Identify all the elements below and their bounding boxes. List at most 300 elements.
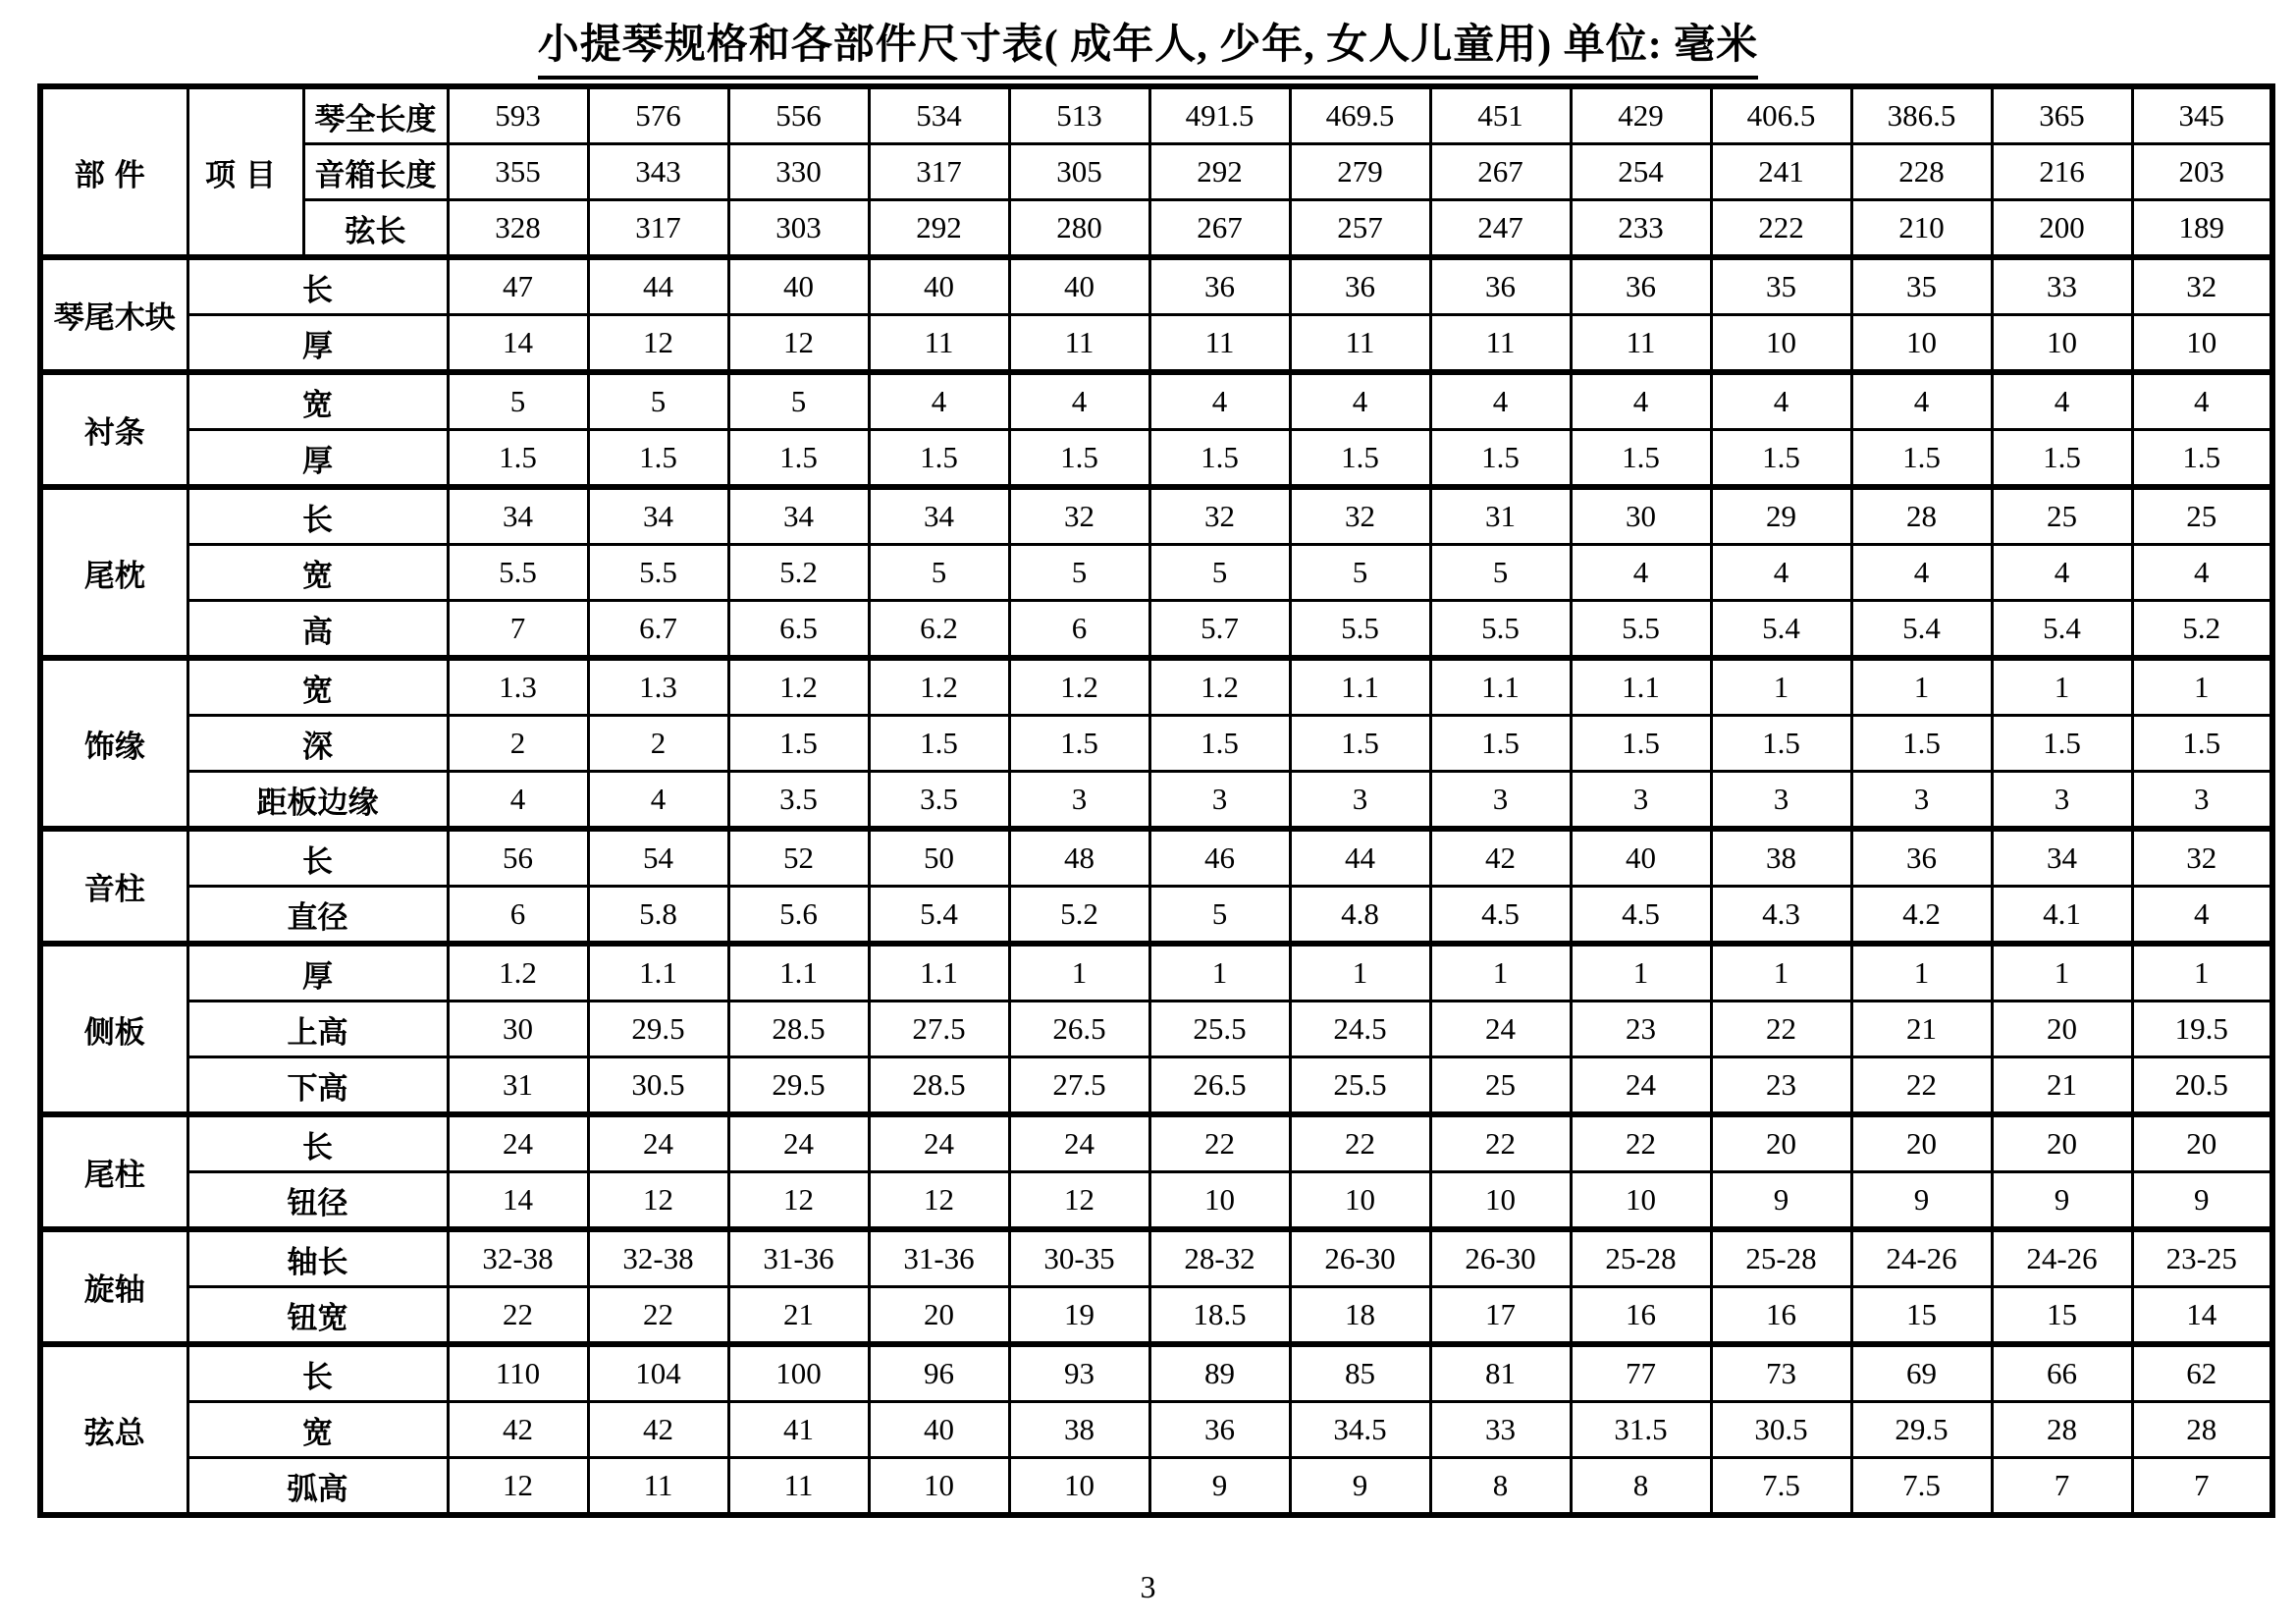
value-cell: 9: [1290, 1458, 1430, 1516]
value-cell: 38: [1009, 1402, 1149, 1458]
row-label-cell: 宽: [187, 658, 448, 716]
value-cell: 15: [1851, 1287, 1992, 1345]
value-cell: 32: [2132, 257, 2272, 315]
value-cell: 279: [1290, 144, 1430, 200]
value-cell: 35: [1851, 257, 1992, 315]
value-cell: 10: [869, 1458, 1009, 1516]
value-cell: 22: [1430, 1114, 1571, 1172]
page-title: 小提琴规格和各部件尺寸表( 成年人, 少年, 女人儿童用) 单位: 毫米: [538, 12, 1758, 80]
value-cell: 30: [1571, 487, 1711, 545]
value-cell: 32: [2132, 829, 2272, 887]
value-cell: 40: [728, 257, 869, 315]
value-cell: 47: [448, 257, 588, 315]
value-cell: 9: [2132, 1172, 2272, 1230]
value-cell: 30: [448, 1001, 588, 1057]
value-cell: 5: [1430, 545, 1571, 601]
value-cell: 469.5: [1290, 86, 1430, 144]
value-cell: 42: [588, 1402, 728, 1458]
value-cell: 4: [2132, 372, 2272, 430]
value-cell: 22: [588, 1287, 728, 1345]
value-cell: 20: [1711, 1114, 1851, 1172]
header-row-label: 琴全长度: [303, 86, 448, 144]
value-cell: 25.5: [1290, 1057, 1430, 1115]
value-cell: 247: [1430, 200, 1571, 258]
value-cell: 32: [1290, 487, 1430, 545]
value-cell: 1: [1711, 944, 1851, 1001]
value-cell: 1.5: [1290, 430, 1430, 488]
value-cell: 534: [869, 86, 1009, 144]
value-cell: 34: [448, 487, 588, 545]
value-cell: 8: [1430, 1458, 1571, 1516]
value-cell: 3: [2132, 772, 2272, 830]
row-label-cell: 长: [187, 829, 448, 887]
value-cell: 1.1: [1430, 658, 1571, 716]
value-cell: 303: [728, 200, 869, 258]
value-cell: 4: [1992, 545, 2132, 601]
value-cell: 5.4: [869, 887, 1009, 945]
value-cell: 32-38: [448, 1229, 588, 1287]
part-name-cell: 尾枕: [40, 487, 187, 658]
value-cell: 29.5: [588, 1001, 728, 1057]
value-cell: 15: [1992, 1287, 2132, 1345]
value-cell: 10: [1711, 315, 1851, 373]
value-cell: 1.2: [728, 658, 869, 716]
value-cell: 26-30: [1290, 1229, 1430, 1287]
value-cell: 6: [448, 887, 588, 945]
value-cell: 4: [1992, 372, 2132, 430]
value-cell: 241: [1711, 144, 1851, 200]
value-cell: 25.5: [1149, 1001, 1290, 1057]
row-label-cell: 厚: [187, 430, 448, 488]
value-cell: 5.5: [448, 545, 588, 601]
value-cell: 36: [1430, 257, 1571, 315]
value-cell: 1.5: [1430, 716, 1571, 772]
value-cell: 3: [1149, 772, 1290, 830]
value-cell: 14: [448, 315, 588, 373]
table-row: [40, 315, 2272, 373]
value-cell: 31-36: [869, 1229, 1009, 1287]
value-cell: 355: [448, 144, 588, 200]
part-name-cell: 琴尾木块: [40, 257, 187, 372]
value-cell: 36: [1851, 829, 1992, 887]
value-cell: 4.5: [1571, 887, 1711, 945]
value-cell: 77: [1571, 1344, 1711, 1402]
value-cell: 1.5: [728, 716, 869, 772]
value-cell: 1: [1711, 658, 1851, 716]
value-cell: 5.6: [728, 887, 869, 945]
value-cell: 4: [1571, 372, 1711, 430]
value-cell: 267: [1149, 200, 1290, 258]
value-cell: 1.2: [1149, 658, 1290, 716]
value-cell: 1.3: [588, 658, 728, 716]
part-name-cell: 侧板: [40, 944, 187, 1114]
row-label-cell: 宽: [187, 545, 448, 601]
header-row: [40, 144, 2272, 200]
value-cell: 345: [2132, 86, 2272, 144]
value-cell: 1.5: [1711, 716, 1851, 772]
value-cell: 20.5: [2132, 1057, 2272, 1115]
value-cell: 31: [1430, 487, 1571, 545]
value-cell: 5: [869, 545, 1009, 601]
value-cell: 1.2: [869, 658, 1009, 716]
value-cell: 34: [1992, 829, 2132, 887]
value-cell: 3: [1992, 772, 2132, 830]
value-cell: 1: [1290, 944, 1430, 1001]
page-number: 3: [1140, 1569, 1156, 1604]
row-label-cell: 厚: [187, 944, 448, 1001]
value-cell: 1.5: [2132, 716, 2272, 772]
row-label-cell: 长: [187, 1344, 448, 1402]
value-cell: 28.5: [728, 1001, 869, 1057]
value-cell: 96: [869, 1344, 1009, 1402]
value-cell: 3: [1571, 772, 1711, 830]
value-cell: 7: [1992, 1458, 2132, 1516]
value-cell: 4.3: [1711, 887, 1851, 945]
value-cell: 222: [1711, 200, 1851, 258]
part-name-cell: 饰缘: [40, 658, 187, 829]
value-cell: 11: [1009, 315, 1149, 373]
value-cell: 18: [1290, 1287, 1430, 1345]
value-cell: 1.1: [869, 944, 1009, 1001]
value-cell: 4: [448, 772, 588, 830]
value-cell: 1.2: [448, 944, 588, 1001]
value-cell: 1.5: [869, 716, 1009, 772]
value-cell: 22: [1571, 1114, 1711, 1172]
value-cell: 1.5: [1571, 716, 1711, 772]
value-cell: 31: [448, 1057, 588, 1115]
value-cell: 5: [1290, 545, 1430, 601]
value-cell: 34: [869, 487, 1009, 545]
value-cell: 42: [1430, 829, 1571, 887]
value-cell: 22: [448, 1287, 588, 1345]
value-cell: 21: [1851, 1001, 1992, 1057]
row-label-cell: 上高: [187, 1001, 448, 1057]
value-cell: 62: [2132, 1344, 2272, 1402]
value-cell: 1.5: [1149, 430, 1290, 488]
value-cell: 50: [869, 829, 1009, 887]
value-cell: 1: [1992, 944, 2132, 1001]
value-cell: 9: [1992, 1172, 2132, 1230]
value-cell: 11: [1149, 315, 1290, 373]
value-cell: 2: [448, 716, 588, 772]
value-cell: 7.5: [1711, 1458, 1851, 1516]
value-cell: 28: [2132, 1402, 2272, 1458]
table-row: [40, 1287, 2272, 1345]
value-cell: 56: [448, 829, 588, 887]
value-cell: 4: [1290, 372, 1430, 430]
value-cell: 1.5: [1711, 430, 1851, 488]
row-label-cell: 高: [187, 601, 448, 659]
table-row: [40, 545, 2272, 601]
value-cell: 1.5: [1992, 716, 2132, 772]
value-cell: 20: [869, 1287, 1009, 1345]
value-cell: 1.5: [448, 430, 588, 488]
table-row: [40, 887, 2272, 945]
value-cell: 1.5: [1149, 716, 1290, 772]
value-cell: 24: [1009, 1114, 1149, 1172]
value-cell: 10: [1290, 1172, 1430, 1230]
value-cell: 4: [1149, 372, 1290, 430]
value-cell: 11: [588, 1458, 728, 1516]
value-cell: 22: [1290, 1114, 1430, 1172]
row-label-cell: 轴长: [187, 1229, 448, 1287]
table-row: [40, 1057, 2272, 1115]
value-cell: 1.1: [1290, 658, 1430, 716]
part-name-cell: 尾柱: [40, 1114, 187, 1229]
value-cell: 4: [1851, 372, 1992, 430]
table-row: [40, 829, 2272, 887]
value-cell: 1.3: [448, 658, 588, 716]
value-cell: 5.5: [1571, 601, 1711, 659]
value-cell: 5.4: [1851, 601, 1992, 659]
value-cell: 36: [1149, 257, 1290, 315]
value-cell: 25-28: [1711, 1229, 1851, 1287]
value-cell: 1.2: [1009, 658, 1149, 716]
value-cell: 14: [2132, 1287, 2272, 1345]
table-row: [40, 658, 2272, 716]
value-cell: 406.5: [1711, 86, 1851, 144]
value-cell: 24: [728, 1114, 869, 1172]
value-cell: 2: [588, 716, 728, 772]
value-cell: 40: [869, 257, 1009, 315]
value-cell: 5.5: [1290, 601, 1430, 659]
value-cell: 40: [869, 1402, 1009, 1458]
value-cell: 5: [1149, 887, 1290, 945]
value-cell: 4.8: [1290, 887, 1430, 945]
value-cell: 317: [588, 200, 728, 258]
value-cell: 33: [1992, 257, 2132, 315]
value-cell: 11: [1290, 315, 1430, 373]
value-cell: 11: [728, 1458, 869, 1516]
value-cell: 5.2: [2132, 601, 2272, 659]
value-cell: 6.7: [588, 601, 728, 659]
value-cell: 48: [1009, 829, 1149, 887]
value-cell: 593: [448, 86, 588, 144]
value-cell: 3: [1430, 772, 1571, 830]
value-cell: 12: [448, 1458, 588, 1516]
value-cell: 254: [1571, 144, 1711, 200]
value-cell: 21: [728, 1287, 869, 1345]
value-cell: 328: [448, 200, 588, 258]
corner-parts-label: 部件: [40, 86, 187, 257]
value-cell: 210: [1851, 200, 1992, 258]
value-cell: 5.5: [1430, 601, 1571, 659]
value-cell: 5.8: [588, 887, 728, 945]
value-cell: 1.5: [728, 430, 869, 488]
row-label-cell: 宽: [187, 372, 448, 430]
value-cell: 26.5: [1149, 1057, 1290, 1115]
value-cell: 30.5: [1711, 1402, 1851, 1458]
table-row: [40, 716, 2272, 772]
table-row: [40, 1172, 2272, 1230]
value-cell: 36: [1290, 257, 1430, 315]
value-cell: 18.5: [1149, 1287, 1290, 1345]
header-row-label: 弦长: [303, 200, 448, 258]
value-cell: 3: [1711, 772, 1851, 830]
row-label-cell: 钮宽: [187, 1287, 448, 1345]
value-cell: 22: [1851, 1057, 1992, 1115]
value-cell: 44: [588, 257, 728, 315]
value-cell: 16: [1711, 1287, 1851, 1345]
value-cell: 12: [728, 315, 869, 373]
table-row: [40, 372, 2272, 430]
value-cell: 4: [869, 372, 1009, 430]
value-cell: 1: [1009, 944, 1149, 1001]
value-cell: 19.5: [2132, 1001, 2272, 1057]
value-cell: 31.5: [1571, 1402, 1711, 1458]
value-cell: 23-25: [2132, 1229, 2272, 1287]
value-cell: 24: [869, 1114, 1009, 1172]
value-cell: 32: [1149, 487, 1290, 545]
value-cell: 27.5: [1009, 1057, 1149, 1115]
violin-spec-table: [37, 83, 2275, 1518]
value-cell: 35: [1711, 257, 1851, 315]
row-label-cell: 长: [187, 487, 448, 545]
value-cell: 26.5: [1009, 1001, 1149, 1057]
value-cell: 46: [1149, 829, 1290, 887]
value-cell: 10: [1009, 1458, 1149, 1516]
table-row: [40, 601, 2272, 659]
part-name-cell: 弦总: [40, 1344, 187, 1515]
value-cell: 5: [1149, 545, 1290, 601]
value-cell: 491.5: [1149, 86, 1290, 144]
value-cell: 1: [1851, 658, 1992, 716]
value-cell: 25: [1430, 1057, 1571, 1115]
value-cell: 1: [1851, 944, 1992, 1001]
value-cell: 1: [2132, 944, 2272, 1001]
value-cell: 40: [1009, 257, 1149, 315]
value-cell: 10: [1992, 315, 2132, 373]
value-cell: 7: [2132, 1458, 2272, 1516]
table-row: [40, 487, 2272, 545]
value-cell: 36: [1571, 257, 1711, 315]
value-cell: 1.5: [1009, 430, 1149, 488]
row-label-cell: 宽: [187, 1402, 448, 1458]
value-cell: 25: [1992, 487, 2132, 545]
row-label-cell: 直径: [187, 887, 448, 945]
value-cell: 10: [1571, 1172, 1711, 1230]
value-cell: 24-26: [1992, 1229, 2132, 1287]
value-cell: 1.5: [1430, 430, 1571, 488]
value-cell: 4: [2132, 887, 2272, 945]
table-row: [40, 1114, 2272, 1172]
value-cell: 29.5: [1851, 1402, 1992, 1458]
value-cell: 330: [728, 144, 869, 200]
part-name-cell: 衬条: [40, 372, 187, 487]
value-cell: 28-32: [1149, 1229, 1290, 1287]
value-cell: 9: [1711, 1172, 1851, 1230]
value-cell: 10: [1149, 1172, 1290, 1230]
value-cell: 6: [1009, 601, 1149, 659]
value-cell: 5.4: [1992, 601, 2132, 659]
value-cell: 22: [1711, 1001, 1851, 1057]
value-cell: 6.5: [728, 601, 869, 659]
value-cell: 20: [1992, 1114, 2132, 1172]
part-name-cell: 旋轴: [40, 1229, 187, 1344]
value-cell: 513: [1009, 86, 1149, 144]
value-cell: 1.5: [588, 430, 728, 488]
value-cell: 203: [2132, 144, 2272, 200]
value-cell: 41: [728, 1402, 869, 1458]
value-cell: 29.5: [728, 1057, 869, 1115]
value-cell: 40: [1571, 829, 1711, 887]
value-cell: 1.1: [1571, 658, 1711, 716]
value-cell: 28: [1992, 1402, 2132, 1458]
value-cell: 54: [588, 829, 728, 887]
value-cell: 1.5: [1851, 716, 1992, 772]
value-cell: 189: [2132, 200, 2272, 258]
value-cell: 4: [1711, 545, 1851, 601]
value-cell: 4: [1711, 372, 1851, 430]
value-cell: 24: [1430, 1001, 1571, 1057]
row-label-cell: 长: [187, 257, 448, 315]
value-cell: 17: [1430, 1287, 1571, 1345]
value-cell: 7: [448, 601, 588, 659]
header-row: [40, 200, 2272, 258]
value-cell: 38: [1711, 829, 1851, 887]
value-cell: 85: [1290, 1344, 1430, 1402]
value-cell: 5: [728, 372, 869, 430]
value-cell: 257: [1290, 200, 1430, 258]
title-bar: [0, 12, 2296, 80]
value-cell: 233: [1571, 200, 1711, 258]
value-cell: 267: [1430, 144, 1571, 200]
value-cell: 5.2: [1009, 887, 1149, 945]
value-cell: 576: [588, 86, 728, 144]
value-cell: 343: [588, 144, 728, 200]
value-cell: 228: [1851, 144, 1992, 200]
value-cell: 4: [1430, 372, 1571, 430]
value-cell: 4: [1571, 545, 1711, 601]
value-cell: 200: [1992, 200, 2132, 258]
value-cell: 1.1: [588, 944, 728, 1001]
value-cell: 5.4: [1711, 601, 1851, 659]
value-cell: 1.5: [869, 430, 1009, 488]
value-cell: 1.5: [1571, 430, 1711, 488]
value-cell: 3.5: [869, 772, 1009, 830]
value-cell: 12: [588, 315, 728, 373]
value-cell: 24: [448, 1114, 588, 1172]
value-cell: 24.5: [1290, 1001, 1430, 1057]
value-cell: 292: [1149, 144, 1290, 200]
value-cell: 34: [588, 487, 728, 545]
value-cell: 1.5: [1851, 430, 1992, 488]
value-cell: 386.5: [1851, 86, 1992, 144]
value-cell: 33: [1430, 1402, 1571, 1458]
part-name-cell: 音柱: [40, 829, 187, 944]
value-cell: 19: [1009, 1287, 1149, 1345]
value-cell: 1: [1430, 944, 1571, 1001]
value-cell: 110: [448, 1344, 588, 1402]
value-cell: 7.5: [1851, 1458, 1992, 1516]
value-cell: 89: [1149, 1344, 1290, 1402]
value-cell: 23: [1571, 1001, 1711, 1057]
table-row: [40, 772, 2272, 830]
table-row: [40, 257, 2272, 315]
value-cell: 5.7: [1149, 601, 1290, 659]
value-cell: 1.5: [1992, 430, 2132, 488]
value-cell: 25: [2132, 487, 2272, 545]
value-cell: 11: [869, 315, 1009, 373]
value-cell: 10: [2132, 315, 2272, 373]
table-row: [40, 430, 2272, 488]
value-cell: 20: [1992, 1001, 2132, 1057]
value-cell: 3.5: [728, 772, 869, 830]
value-cell: 30-35: [1009, 1229, 1149, 1287]
row-label-cell: 钮径: [187, 1172, 448, 1230]
table-row: [40, 1458, 2272, 1516]
value-cell: 11: [1571, 315, 1711, 373]
